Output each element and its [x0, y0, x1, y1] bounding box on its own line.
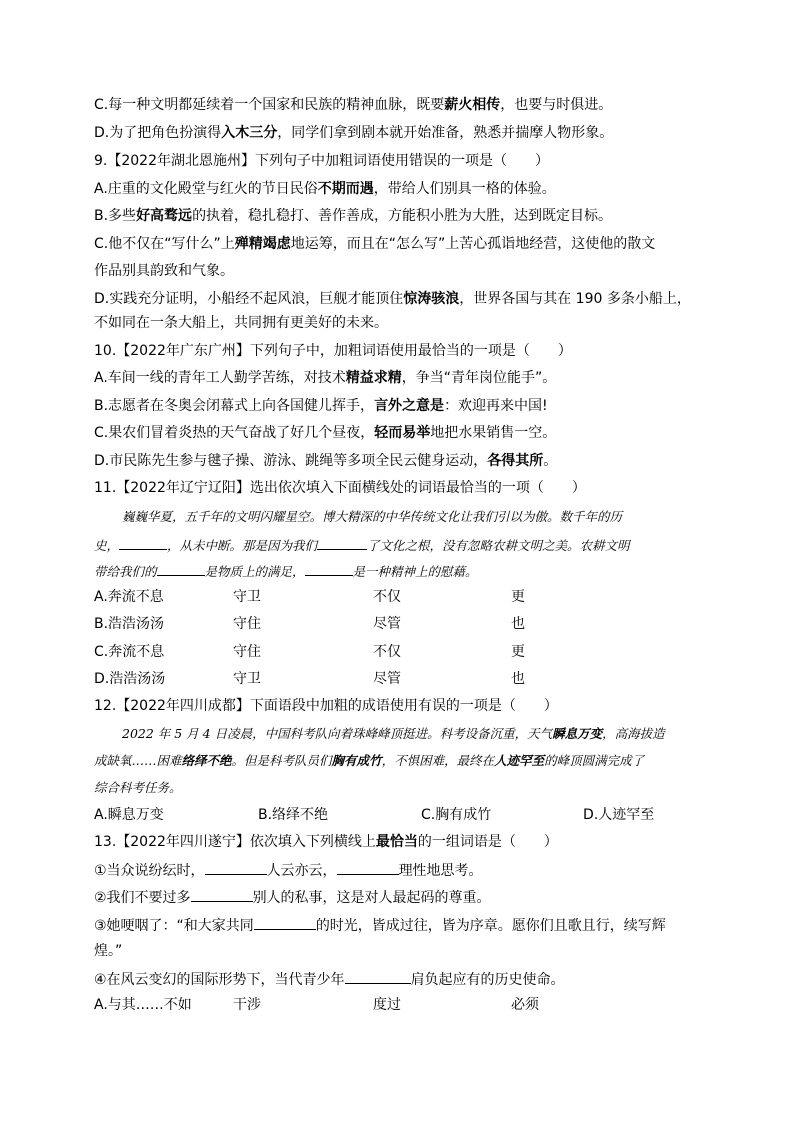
q10-option-a: A.车间一线的青年工人勤学苦练，对技术精益求精，争当“青年岗位能手”。	[94, 370, 557, 386]
q12-stem: 12.【2022年四川成都】下面语段中加粗的成语使用有误的一项是（ ）	[94, 698, 558, 714]
q9-option-d-cont: 不如同在一条大船上，共同拥有更美好的未来。	[94, 315, 388, 331]
q10-stem: 10.【2022年广东广州】下列句子中，加粗词语使用最恰当的一项是（ ）	[94, 343, 572, 359]
q11-option-c-1: C.奔流不息	[94, 644, 165, 660]
q9-option-c: C.他不仅在“写什么”上殚精竭虑地运筹，而且在“怎么写”上苦心孤诣地经营，这使他的散文	[94, 236, 656, 252]
q11-passage-line2: 史， ，从未中断。那是因为我们 了文化之根，没有忽略农耕文明之美。农耕文明	[94, 535, 630, 555]
q13-option-a-3: 度过	[373, 997, 401, 1013]
q9-option-b: B.多些好高骛远的执着，稳扎稳打、善作善成，方能积小胜为大胜，达到既定目标。	[94, 208, 613, 224]
q12-option-b: B.络绎不绝	[258, 807, 329, 823]
q11-option-a-1: A.奔流不息	[94, 589, 164, 605]
q11-option-d-4: 也	[511, 671, 525, 687]
q11-option-d-3: 尽管	[373, 671, 401, 687]
q13-sentence-3: ③她哽咽了：“和大家共同 的时光，皆成过往，皆为序章。愿你们且歌且行，续写辉	[94, 915, 666, 935]
q13-option-a-2: 干涉	[233, 997, 261, 1013]
q12-passage-line2: 成缺氧……困难络绎不绝。但是科考队员们胸有成竹，不惧困难，最终在人迹罕至的峰顶圆满完成了	[94, 753, 645, 768]
q9-option-a: A.庄重的文化殿堂与红火的节日民俗不期而遇，带给人们别具一格的体验。	[94, 181, 556, 197]
q9-option-d: D.实践充分证明，小船经不起风浪，巨舰才能顶住惊涛骇浪，世界各国与其在 190 多条小船上，	[94, 291, 691, 307]
q11-passage-line1: 巍巍华夏，五千年的文明闪耀星空。博大精深的中华传统文化让我们引以为傲。数千年的历	[122, 509, 623, 524]
q11-option-a-2: 守卫	[233, 589, 261, 605]
q13-sentence-2: ②我们不要过多 别人的私事，这是对人最起码的尊重。	[94, 887, 491, 907]
q11-option-a-3: 不仅	[373, 589, 401, 605]
q11-option-b-4: 也	[511, 616, 525, 632]
q13-sentence-1: ①当众说纷纭时， 人云亦云， 理性地思考。	[94, 860, 483, 880]
q11-stem: 11.【2022年辽宁辽阳】选出依次填入下面横线处的词语最恰当的一项（ ）	[94, 480, 586, 496]
q11-option-d-1: D.浩浩汤汤	[94, 671, 166, 687]
q11-option-c-4: 更	[511, 644, 525, 660]
q10-option-d: D.市民陈先生参与毽子操、游泳、跳绳等多项全民云健身运动，各得其所。	[94, 453, 558, 469]
q11-option-a-4: 更	[511, 589, 525, 605]
q13-sentence-3-cont: 煌。”	[94, 943, 123, 959]
q9-option-c-cont: 作品别具韵致和气象。	[94, 263, 234, 279]
q11-passage-line3: 带给我们的 是物质上的满足， 是一种精神上的慰藉。	[94, 561, 478, 581]
q13-option-a-1: A.与其……不如	[94, 997, 192, 1013]
q13-sentence-4: ④在风云变幻的国际形势下，当代青少年 肩负起应有的历史使命。	[94, 969, 565, 989]
q9-stem: 9.【2022年湖北恩施州】下列句子中加粗词语使用错误的一项是（ ）	[94, 153, 549, 169]
q12-option-d: D.人迹罕至	[583, 807, 655, 823]
q12-option-a: A.瞬息万变	[94, 807, 164, 823]
q11-option-b-1: B.浩浩汤汤	[94, 616, 165, 632]
q11-option-b-3: 尽管	[373, 616, 401, 632]
q11-option-c-3: 不仅	[373, 644, 401, 660]
q11-option-b-2: 守住	[233, 616, 261, 632]
q10-option-c: C.果农们冒着炎热的天气奋战了好几个昼夜，轻而易举地把水果销售一空。	[94, 425, 557, 441]
q12-passage-line1: 2022 年 5 月 4 日凌晨，中国科考队向着珠峰峰顶挺进。科考设备沉重，天气瞬息万变，高海拔造	[122, 726, 665, 741]
q13-option-a-4: 必须	[511, 997, 539, 1013]
q13-stem: 13.【2022年四川遂宁】依次填入下列横线上最恰当的一组词语是（ ）	[94, 834, 558, 850]
q11-option-c-2: 守住	[233, 644, 261, 660]
prev-option-c: C.每一种文明都延续着一个国家和民族的精神血脉，既要薪火相传，也要与时俱进。	[94, 97, 613, 113]
q12-option-c: C.胸有成竹	[421, 807, 492, 823]
prev-option-d: D.为了把角色扮演得入木三分，同学们拿到剧本就开始准备，熟悉并揣摩人物形象。	[94, 125, 614, 141]
q12-passage-line3: 综合科考任务。	[94, 780, 182, 795]
q10-option-b: B.志愿者在冬奥会闭幕式上向各国健儿挥手，言外之意是：欢迎再来中国!	[94, 398, 548, 414]
q11-option-d-2: 守卫	[233, 671, 261, 687]
